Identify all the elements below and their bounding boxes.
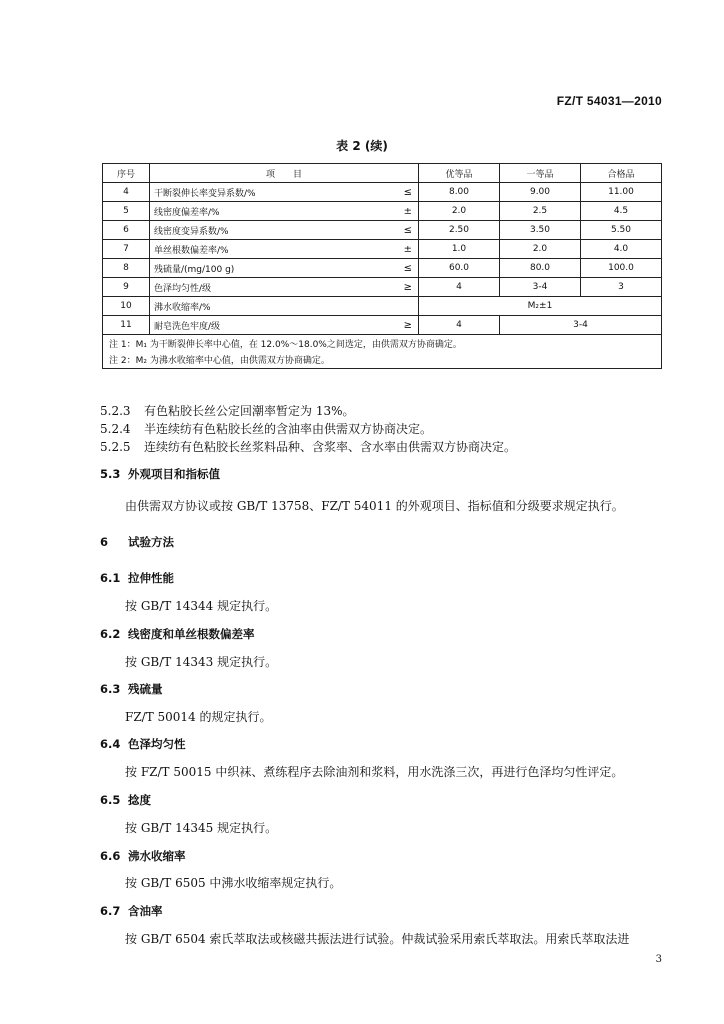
section-title: 沸水收缩率 — [128, 849, 186, 863]
table-row — [103, 183, 662, 202]
section-number: 5.3 — [100, 467, 121, 481]
clause-number: 5.2.5 — [100, 440, 131, 454]
section-number: 6 — [100, 535, 109, 549]
row-symbol: ± — [390, 240, 419, 259]
clause-list — [100, 402, 680, 456]
row-item: 沸水收缩率/% — [150, 297, 391, 316]
row-symbol: ≤ — [390, 221, 419, 240]
row-grade-1: 4 — [419, 278, 500, 297]
section-number: 6.7 — [100, 904, 121, 918]
table-row — [103, 221, 662, 240]
table-row — [103, 316, 662, 335]
section-title: 拉伸性能 — [128, 571, 174, 585]
row-grade-1: 8.00 — [419, 183, 500, 202]
row-grade-3: 100.0 — [581, 259, 662, 278]
row-grade-3: 4.0 — [581, 240, 662, 259]
table-note-row — [103, 351, 662, 369]
standard-code: FZ/T 54031—2010 — [556, 94, 662, 108]
row-grade-2: 3.50 — [500, 221, 581, 240]
row-grade-1: 4 — [419, 316, 500, 335]
row-no: 11 — [103, 316, 150, 335]
row-grade-3: 5.50 — [581, 221, 662, 240]
section-6-1-text: 按 GB/T 14344 规定执行。 — [125, 599, 278, 613]
section-title: 残硫量 — [128, 682, 163, 696]
row-symbol: ≥ — [390, 316, 419, 335]
row-item: 干断裂伸长率变异系数/% — [150, 183, 391, 202]
row-grade-1: 60.0 — [419, 259, 500, 278]
clause-text: 有色粘胶长丝公定回潮率暂定为 13%。 — [144, 404, 355, 418]
spec-table — [102, 163, 662, 369]
section-6-3-text: FZ/T 50014 的规定执行。 — [125, 710, 272, 724]
section-5-3-text: 由供需双方协议或按 GB/T 13758、FZ/T 54011 的外观项目、指标值和分级要求规定执行。 — [125, 499, 624, 513]
row-no: 7 — [103, 240, 150, 259]
row-item: 线密度变异系数/% — [150, 221, 391, 240]
row-symbol: ≤ — [390, 183, 419, 202]
section-6-2-heading — [100, 626, 680, 642]
row-grade-3: 3 — [581, 278, 662, 297]
section-6-heading — [100, 534, 680, 550]
section-number: 6.2 — [100, 627, 121, 641]
row-grade-1: 2.0 — [419, 202, 500, 221]
clause-525 — [100, 438, 680, 456]
clause-text: 连续纺有色粘胶长丝浆料品种、含浆率、含水率由供需双方协商决定。 — [144, 440, 517, 454]
row-item: 色泽均匀性/级 — [150, 278, 391, 297]
page-number: 3 — [655, 954, 662, 965]
row-symbol: ≤ — [390, 259, 419, 278]
table-note-1: 注 1：M₁ 为干断裂伸长率中心值，在 12.0%～18.0%之间选定，由供需双方协商确定。 — [103, 335, 662, 352]
clause-number: 5.2.3 — [100, 404, 131, 418]
row-item: 单丝根数偏差率/% — [150, 240, 391, 259]
section-6-6-heading — [100, 848, 680, 864]
row-grade-2: 3-4 — [500, 278, 581, 297]
section-number: 6.1 — [100, 571, 121, 585]
section-6-4-heading — [100, 736, 680, 752]
clause-524 — [100, 420, 680, 438]
row-grade-1: 1.0 — [419, 240, 500, 259]
table-title: 表 2 (续) — [336, 139, 388, 153]
clause-523 — [100, 402, 680, 420]
clause-number: 5.2.4 — [100, 422, 131, 436]
section-6-6-text: 按 GB/T 6505 中沸水收缩率规定执行。 — [125, 876, 342, 890]
table-header-row — [103, 164, 662, 183]
section-number: 6.4 — [100, 737, 121, 751]
row-no: 9 — [103, 278, 150, 297]
row-symbol: ± — [390, 202, 419, 221]
header-grade-2: 一等品 — [500, 164, 581, 183]
row-no: 5 — [103, 202, 150, 221]
row-grade-1: 2.50 — [419, 221, 500, 240]
section-title: 含油率 — [128, 904, 163, 918]
row-grade-2: 2.5 — [500, 202, 581, 221]
row-symbol — [390, 297, 419, 316]
row-grade-2: 9.00 — [500, 183, 581, 202]
section-6-2-text: 按 GB/T 14343 规定执行。 — [125, 655, 278, 669]
header-item: 项 目 — [150, 164, 419, 183]
section-6-7-text: 按 GB/T 6504 索氏萃取法或核磁共振法进行试验。仲裁试验采用索氏萃取法。用索氏萃取法进 — [125, 932, 630, 946]
row-grade-2: 80.0 — [500, 259, 581, 278]
table-note-2: 注 2：M₂ 为沸水收缩率中心值，由供需双方协商确定。 — [103, 351, 662, 369]
row-item: 耐皂洗色牢度/级 — [150, 316, 391, 335]
section-title: 捻度 — [128, 793, 151, 807]
section-6-3-heading — [100, 681, 680, 697]
header-no: 序号 — [103, 164, 150, 183]
header-grade-1: 优等品 — [419, 164, 500, 183]
section-title: 外观项目和指标值 — [128, 467, 220, 481]
section-5-3-heading — [100, 466, 680, 482]
table-row — [103, 297, 662, 316]
section-number: 6.3 — [100, 682, 121, 696]
section-6-5-heading — [100, 792, 680, 808]
clause-text: 半连续纺有色粘胶长丝的含油率由供需双方协商决定。 — [144, 422, 433, 436]
row-grade-2: 2.0 — [500, 240, 581, 259]
header-grade-3: 合格品 — [581, 164, 662, 183]
table-note-row — [103, 335, 662, 352]
section-6-1-heading — [100, 570, 680, 586]
row-merged-value: M₂±1 — [419, 297, 662, 316]
section-title: 色泽均匀性 — [128, 737, 186, 751]
row-no: 8 — [103, 259, 150, 278]
row-no: 4 — [103, 183, 150, 202]
section-number: 6.5 — [100, 793, 121, 807]
section-6-4-text: 按 FZ/T 50015 中织袜、煮练程序去除油剂和浆料，用水洗涤三次，再进行色泽均匀性评定。 — [125, 765, 624, 779]
table-row — [103, 259, 662, 278]
table-row — [103, 240, 662, 259]
section-title: 试验方法 — [128, 535, 174, 549]
section-6-5-text: 按 GB/T 14345 规定执行。 — [125, 821, 278, 835]
row-no: 10 — [103, 297, 150, 316]
row-grade-2-3: 3-4 — [500, 316, 662, 335]
row-grade-3: 4.5 — [581, 202, 662, 221]
table-row — [103, 202, 662, 221]
table-row — [103, 278, 662, 297]
section-number: 6.6 — [100, 849, 121, 863]
section-6-7-heading — [100, 903, 680, 919]
row-no: 6 — [103, 221, 150, 240]
row-item: 线密度偏差率/% — [150, 202, 391, 221]
row-symbol: ≥ — [390, 278, 419, 297]
section-title: 线密度和单丝根数偏差率 — [128, 627, 255, 641]
row-grade-3: 11.00 — [581, 183, 662, 202]
row-item: 残硫量/(mg/100 g) — [150, 259, 391, 278]
